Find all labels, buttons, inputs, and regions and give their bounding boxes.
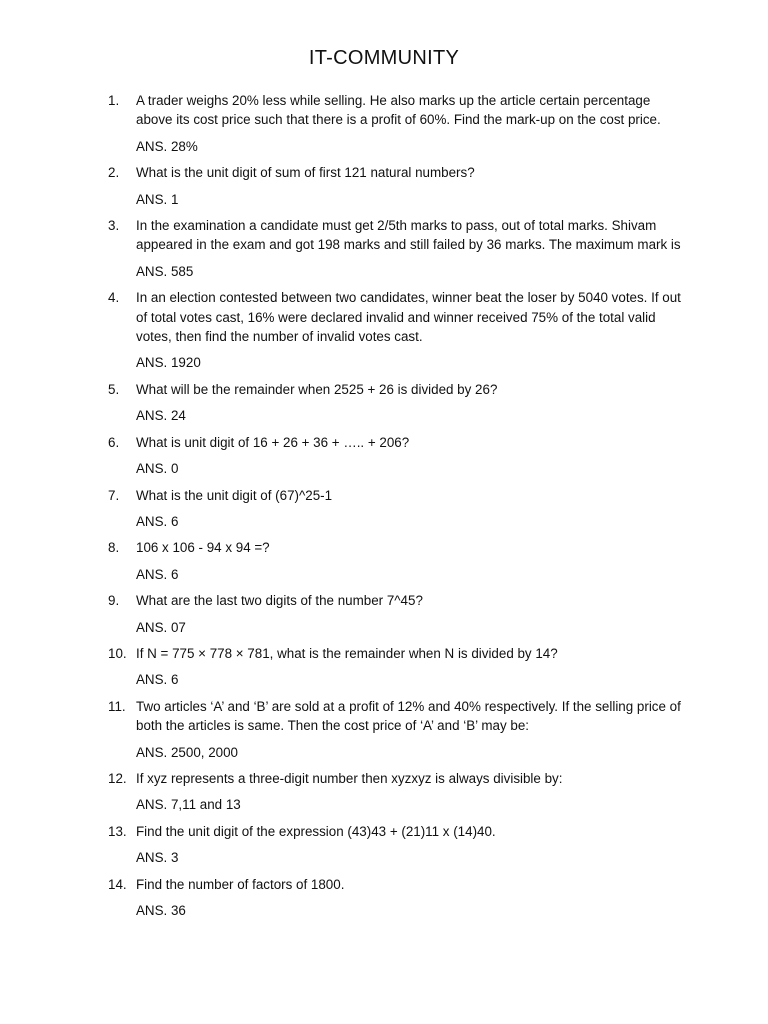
question-text: What is the unit digit of sum of first 121 natural numbers? <box>136 165 475 181</box>
question-item <box>108 538 688 584</box>
answer-text: ANS. 585 <box>136 263 194 279</box>
answer-text: ANS. 7,11 and 13 <box>136 797 241 813</box>
answer-text: ANS. 2500, 2000 <box>136 744 238 760</box>
question-item <box>108 769 688 815</box>
question-item <box>108 380 688 426</box>
question-text: What is unit digit of 16 + 26 + 36 + ….. + 206? <box>136 434 410 450</box>
question-text: In an election contested between two candidates, winner beat the loser by 5040 votes. If out of total votes cast, 16% were declared invalid and winner received 75% of the total valid votes, then find the number of invalid votes cast. <box>136 290 681 345</box>
question-item <box>108 591 688 637</box>
question-number: 4. <box>108 290 120 306</box>
question-item <box>108 644 688 690</box>
question-item <box>108 486 688 532</box>
question-number: 1. <box>108 93 120 108</box>
answer-text: ANS. 36 <box>136 903 186 918</box>
question-text: In the examination a candidate must get 2/5th marks to pass, out of total marks. Shivam appeared in the exam and got 198 marks and still failed by 36 marks. The maximum mark is <box>136 218 681 253</box>
question-number: 9. <box>108 593 120 609</box>
question-text: Find the unit digit of the expression (43)43 + (21)11 x (14)40. <box>136 823 496 839</box>
question-text: What will be the remainder when 2525 + 26 is divided by 26? <box>136 381 498 397</box>
question-number: 3. <box>108 218 120 234</box>
question-number: 10. <box>108 645 127 661</box>
answer-text: ANS. 1 <box>136 191 179 207</box>
answer-text: ANS. 1920 <box>136 355 201 371</box>
answer-text: ANS. 0 <box>136 461 179 477</box>
question-text: Find the number of factors of 1800. <box>136 876 345 892</box>
page-title: IT-COMMUNITY <box>308 47 460 69</box>
question-text: What is the unit digit of (67)^25-1 <box>136 487 333 503</box>
question-number: 7. <box>108 487 120 503</box>
question-number: 6. <box>108 434 120 450</box>
question-number: 13. <box>108 823 127 839</box>
answer-text: ANS. 6 <box>136 566 179 582</box>
question-number: 5. <box>108 381 120 397</box>
question-text: If N = 775 × 778 × 781, what is the remainder when N is divided by 14? <box>136 645 558 661</box>
question-item <box>108 875 688 921</box>
answer-text: ANS. 6 <box>136 513 179 529</box>
question-item <box>108 163 688 209</box>
question-number: 12. <box>108 770 127 786</box>
question-text: What are the last two digits of the number 7^45? <box>136 593 423 609</box>
question-item <box>108 216 688 281</box>
question-number: 8. <box>108 540 120 556</box>
answer-text: ANS. 28% <box>136 138 198 154</box>
question-text: Two articles ‘A’ and ‘B’ are sold at a profit of 12% and 40% respectively. If the selling price of both the articles is same. Then the cost price of ‘A’ and ‘B’ may be: <box>136 698 681 734</box>
question-item <box>108 288 688 373</box>
answer-text: ANS. 6 <box>136 672 179 688</box>
question-item <box>108 433 688 479</box>
question-item <box>108 91 688 156</box>
question-number: 11. <box>108 698 126 714</box>
question-text: A trader weighs 20% less while selling. He also marks up the article certain percentage above its cost price such that there is a profit of 60%. Find the mark-up on the cost price. <box>136 93 661 128</box>
question-text: 106 x 106 - 94 x 94 =? <box>136 540 270 556</box>
question-text: If xyz represents a three-digit number then xyzxyz is always divisible by: <box>136 770 563 786</box>
question-item <box>108 697 688 762</box>
answer-text: ANS. 3 <box>136 850 179 866</box>
question-list <box>108 91 688 927</box>
answer-text: ANS. 24 <box>136 408 186 424</box>
question-item <box>108 822 688 868</box>
question-number: 14. <box>108 876 127 892</box>
answer-text: ANS. 07 <box>136 619 186 635</box>
question-number: 2. <box>108 165 120 181</box>
